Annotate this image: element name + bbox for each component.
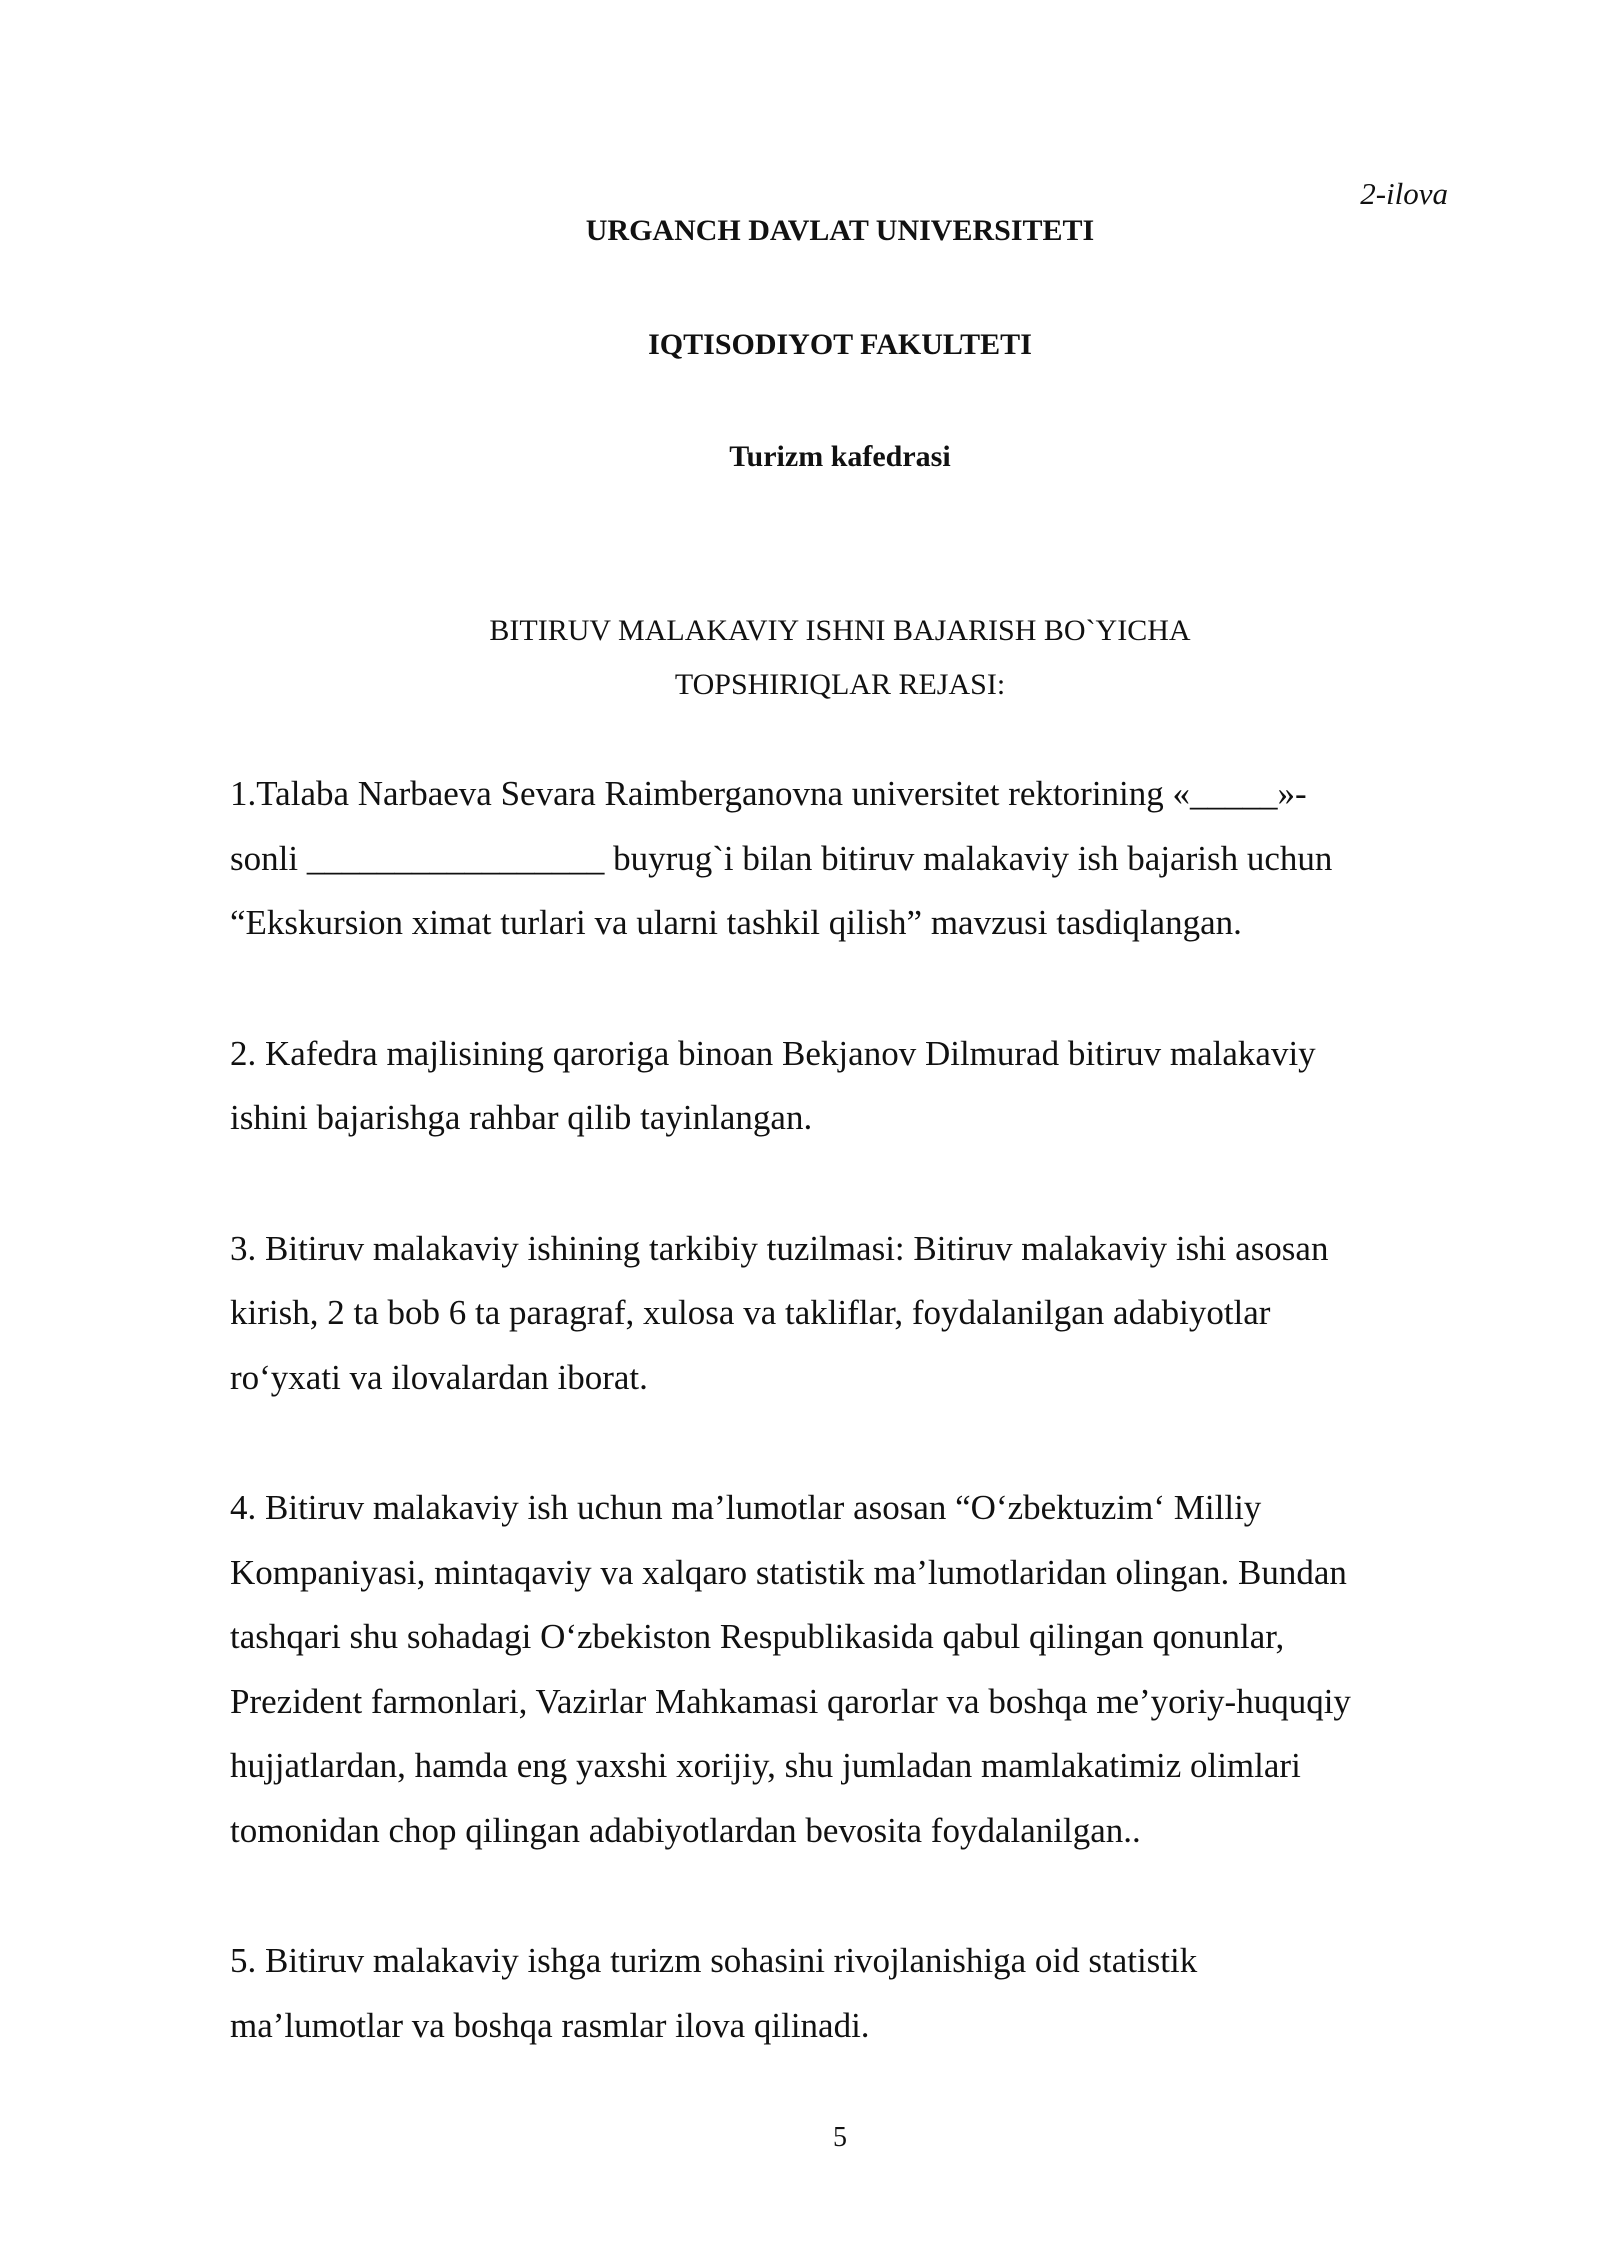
appendix-label: 2-ilova [1360, 176, 1448, 211]
paragraph-4: 4. Bitiruv malakaviy ish uchun ma’lumotlar asosan “O‘zbektuzim‘ Milliy Kompaniyasi, mintaqaviy va xalqaro statistik ma’lumotlaridan olingan. Bundan tashqari shu sohadagi O‘zbekiston Respublikasida qabul qilingan qonunlar, Prezident farmonlari, Vazirlar Mahkamasi qarorlar va boshqa me’yoriy-huquqiy hujjatlardan, hamda eng yaxshi xorijiy, shu jumladan mamlakatimiz olimlari tomonidan chop qilingan adabiyotlardan bevosita foydalanilgan.. [230, 1488, 1351, 1850]
document-title [40, 604, 1600, 712]
paragraph-2: 2. Kafedra majlisining qaroriga binoan Bekjanov Dilmurad bitiruv malakaviy ishini bajarishga rahbar qilib tayinlangan. [230, 1033, 1316, 1137]
paragraph-1: 1.Talaba Narbaeva Sevara Raimberganovna universitet rektorining «_____»- sonli _________________ buyrug`i bilan bitiruv malakaviy ish bajarish uchun “Ekskursion ximat turlari va ularni tashkil qilish” mavzusi tasdiqlangan. [230, 774, 1333, 942]
paragraph-3: 3. Bitiruv malakaviy ishining tarkibiy tuzilmasi: Bitiruv malakaviy ishi asosan kirish, 2 ta bob 6 ta paragraf, xulosa va takliflar, foydalanilgan adabiyotlar ro‘yxati va ilovalardan iborat. [230, 1228, 1329, 1397]
document-title-line-2: TOPSHIRIQLAR REJASI: [674, 668, 1006, 701]
paragraph-5: 5. Bitiruv malakaviy ishga turizm sohasini rivojlanishiga oid statistik ma’lumotlar va boshqa rasmlar ilova qilinadi. [230, 1941, 1198, 2045]
faculty-name: IQTISODIYOT FAKULTETI [648, 328, 1032, 361]
document-body [230, 762, 1462, 2124]
department-name: Turizm kafedrasi [729, 440, 951, 473]
document-title-line-1: BITIRUV MALAKAVIY ISHNI BAJARISH BO`YICHA [489, 614, 1191, 647]
university-name: URGANCH DAVLAT UNIVERSITETI [585, 214, 1095, 247]
page-number: 5 [833, 2122, 847, 2153]
